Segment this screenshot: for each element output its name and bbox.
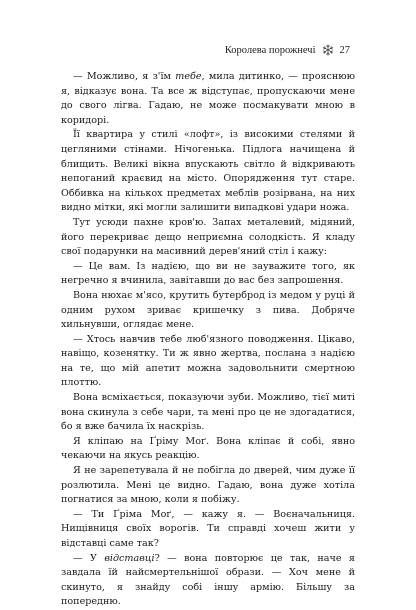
paragraph: Вона всміхається, показуючи зуби. Можливо, тієї миті вона скинула з себе чари, та мені про це не здогадатися, бо я вже бачила їх наскрізь.: [61, 392, 355, 433]
paragraph: — Хтось навчив тебе люб'язного поводження. Цікаво, навіщо, козенятку. Ти ж явно жертва, послана з надією на те, що мій апетит можна задовольнити смертною плоттю.: [61, 333, 355, 389]
paragraph: Її квартира у стилі «лофт», із високими стелями й цегляними стінами. Нічогенька. Підлога начищена й блищить. Великі вікна впускають світло й відкривають непоганий краєвид на місто. Опорядження тут старе. Оббивка на кількох предметах меблів розірвана, на них видно мітки, які могли залишити випадкові удари ножа.: [61, 129, 355, 214]
paragraph: Я кліпаю на Ґріму Моґ. Вона кліпає й собі, явно чекаючи на якусь реакцію.: [61, 435, 355, 462]
paragraph: — Ти Ґріма Моґ, — кажу я. — Воєначальниця. Нищівниця своїх ворогів. Ти справді хочеш жити у відставці саме так?: [61, 508, 355, 549]
body-text: [61, 70, 355, 610]
paragraph: — Це вам. Із надією, що ви не зауважите того, як негречно я вчинила, завітавши до вас без запрошення.: [61, 260, 355, 287]
paragraph: — Можливо, я з'їм тебе, мила дитинко, — прояснюю я, відказує вона. Та все ж відступає, пропускаючи мене до свого лігва. Гадаю, не може посмакувати мною в коридорі.: [61, 71, 355, 126]
running-title: Королева порожнечі: [224, 44, 316, 56]
paragraph: Тут усюди пахне кров'ю. Запах металевий, мідяний, його перекриває дещо неприємна солодкість. Я кладу свої подарунки на масивний дерев'яний стіл і кажу:: [61, 216, 355, 258]
paragraph: Вона нюхає м'ясо, крутить бутерброд із медом у руці й одним рухом зриває кришечку з пива. Добряче хильнувши, оглядає мене.: [61, 289, 355, 331]
page-header: [225, 44, 350, 56]
page-number: 27: [339, 44, 350, 56]
snowflake-icon: [322, 44, 334, 56]
paragraph: — У відставці? — вона повторює це так, наче я завдала їй найсмертельнішої образи. — Хоч мене й скинуто, я знайду собі іншу армію. Більшу за попередню.: [61, 552, 355, 608]
paragraph: Я не зарепетувала й не побігла до дверей, чим дуже її розлютила. Мені це видно. Гадаю, вона дуже хотіла погнатися за мною, коли я побіжу.: [61, 465, 355, 506]
